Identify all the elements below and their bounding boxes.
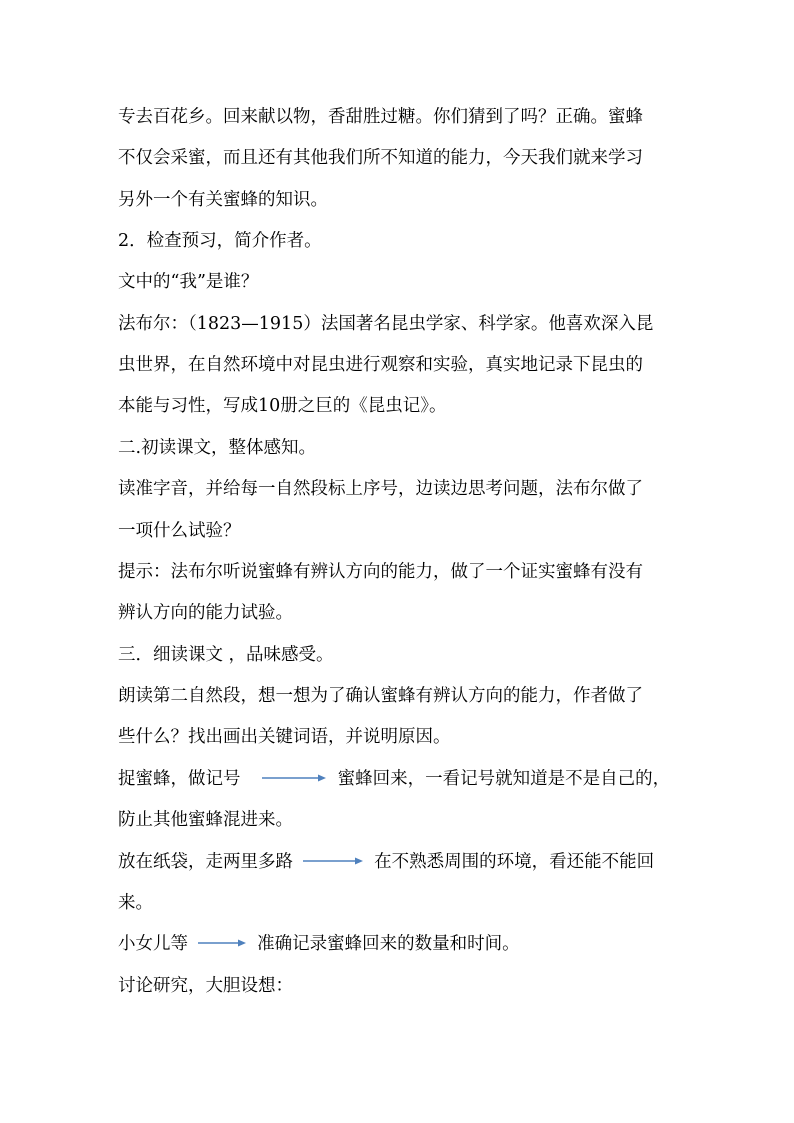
- paragraph-line: 读准字音，并给每一自然段标上序号，边读边思考问题，法布尔做了: [118, 479, 643, 499]
- paragraph-line: 不仅会采蜜，而且还有其他我们所不知道的能力，今天我们就来学习: [118, 148, 643, 168]
- paragraph-line: 防止其他蜜蜂混进来。: [118, 810, 293, 830]
- paragraph-line: 另外一个有关蜜蜂的知识。: [118, 190, 328, 210]
- arrow-row-cause: 捉蜜蜂，做记号: [118, 769, 241, 789]
- paragraph-line: 虫世界，在自然环境中对昆虫进行观察和实验，真实地记录下昆虫的: [118, 355, 643, 375]
- arrow-row-cause: 放在纸袋，走两里多路: [118, 852, 293, 872]
- paragraph-line: 些什么？找出画出关键词语，并说明原因。: [118, 727, 451, 747]
- paragraph-line: 专去百花乡。回来献以物，香甜胜过糖。你们猜到了吗？正确。蜜蜂: [118, 107, 643, 127]
- arrow-row: [118, 767, 670, 791]
- paragraph-line: 法布尔：（1823—1915）法国著名昆虫学家、科学家。他喜欢深入昆: [118, 314, 654, 334]
- right-arrow-icon: [303, 856, 363, 866]
- paragraph-line: 来。: [118, 893, 153, 913]
- section-heading: 二.初读课文，整体感知。: [118, 438, 317, 458]
- paragraph-line: 文中的“我”是谁？: [118, 272, 259, 292]
- paragraph-line: 一项什么试验？: [118, 521, 241, 541]
- right-arrow-icon: [198, 938, 246, 948]
- arrow-row: [118, 850, 654, 874]
- paragraph-line: 讨论研究，大胆设想：: [118, 976, 293, 996]
- arrow-row-effect: 蜜蜂回来，一看记号就知道是不是自己的，: [337, 769, 671, 789]
- paragraph-line: 朗读第二自然段，想一想为了确认蜜蜂有辨认方向的能力，作者做了: [118, 686, 643, 706]
- paragraph-line: 提示：法布尔听说蜜蜂有辨认方向的能力，做了一个证实蜜蜂有没有: [118, 562, 643, 582]
- section-heading: 三．细读课文 ，品味感受。: [118, 645, 334, 665]
- arrow-row: [118, 932, 520, 956]
- arrow-row-cause: 小女儿等: [118, 934, 188, 954]
- arrow-row-effect: 准确记录蜜蜂回来的数量和时间。: [257, 934, 520, 954]
- section-heading: 2．检查预习，简介作者。: [118, 231, 322, 251]
- arrow-row-effect: 在不熟悉周围的环境，看还能不能回: [374, 852, 655, 872]
- paragraph-line: 辨认方向的能力试验。: [118, 603, 293, 623]
- paragraph-line: 本能与习性，写成10册之巨的《昆虫记》。: [118, 396, 447, 416]
- right-arrow-icon: [262, 773, 326, 783]
